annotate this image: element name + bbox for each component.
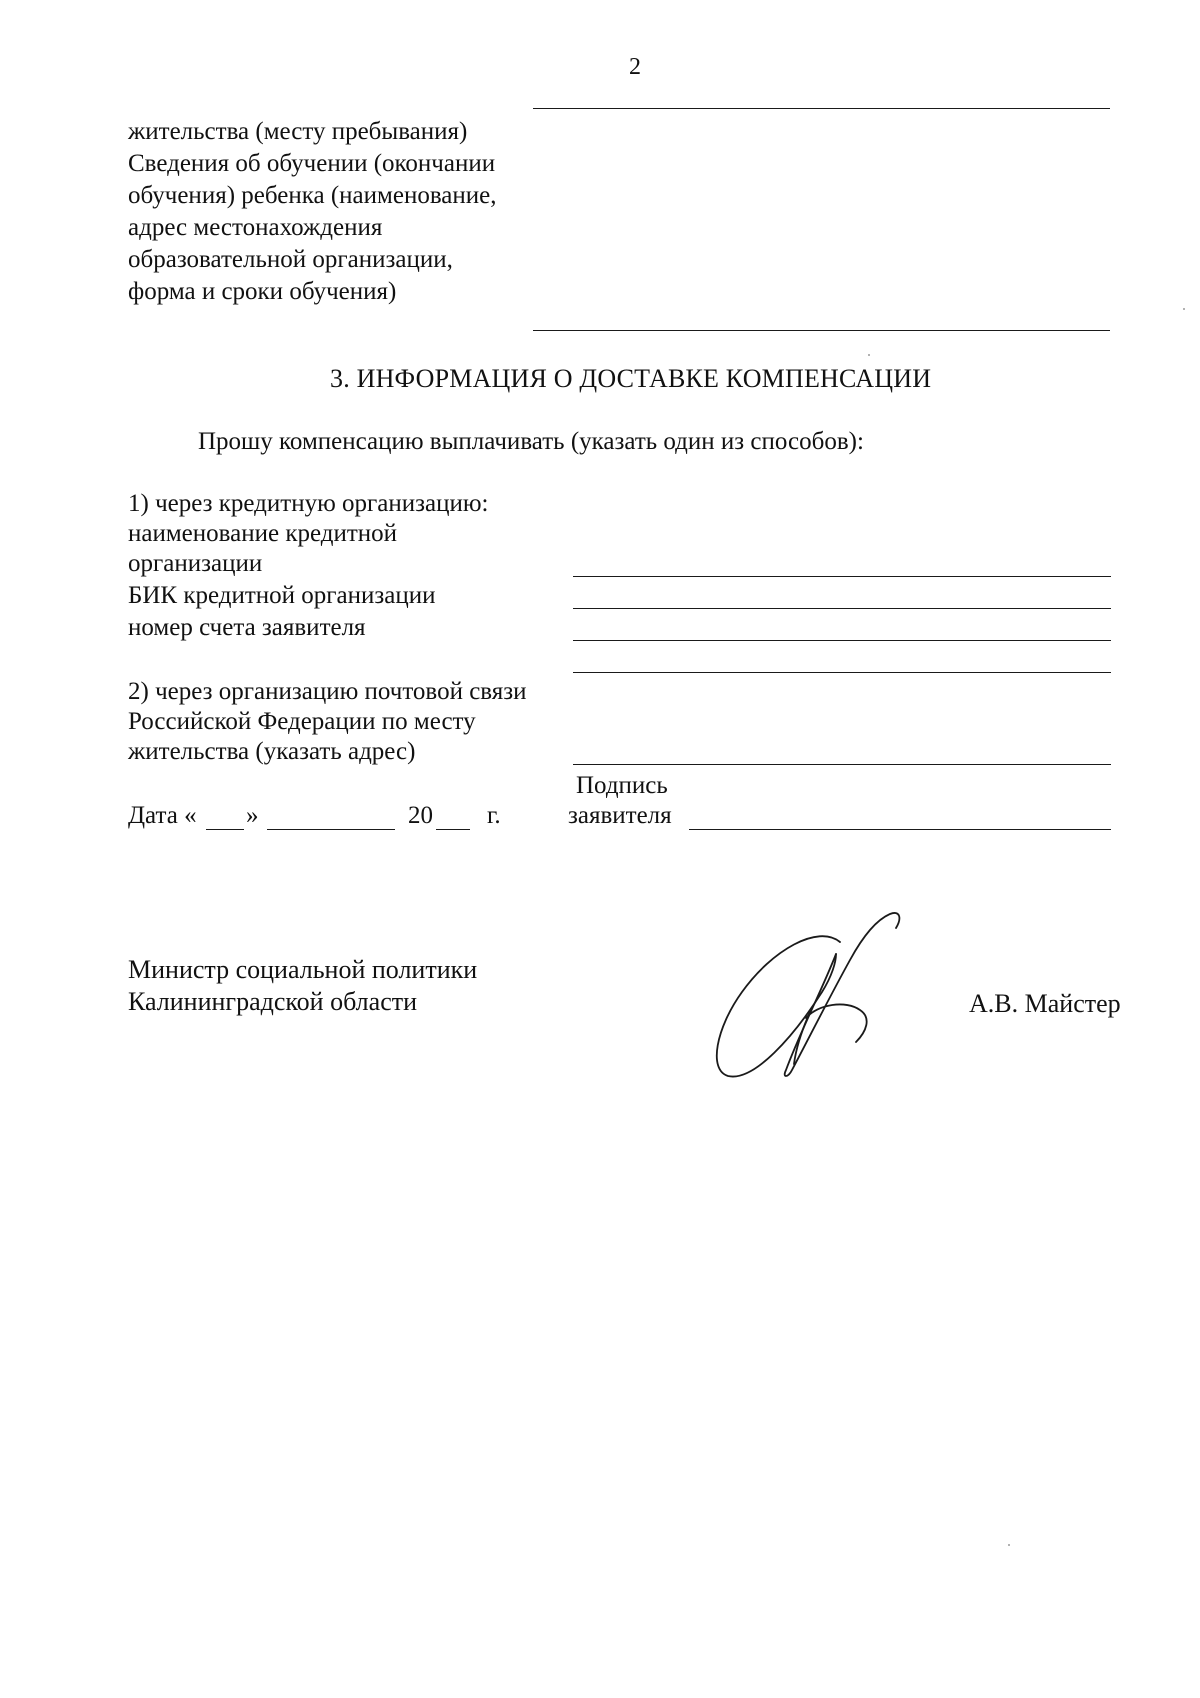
scan-speck — [1008, 1544, 1010, 1546]
applicant-signature-line[interactable] — [689, 829, 1111, 830]
scan-speck — [868, 354, 870, 356]
date-month-blank[interactable] — [267, 829, 395, 830]
page-number: 2 — [629, 54, 641, 80]
education-label-line: Сведения об обучении (окончании — [128, 150, 496, 177]
option-2-line: жительства (указать адрес) — [128, 738, 416, 765]
education-label-line: адрес местонахождения — [128, 214, 383, 241]
bank-name-field-line[interactable] — [573, 576, 1111, 577]
signatory-position: Калининградской области — [128, 987, 418, 1016]
education-field-line[interactable] — [533, 330, 1110, 331]
applicant-signature-label: заявителя — [568, 802, 672, 829]
extra-field-line[interactable] — [573, 672, 1111, 673]
option-1-line: организации — [128, 550, 263, 577]
section-3-heading: 3. ИНФОРМАЦИЯ О ДОСТАВКЕ КОМПЕНСАЦИИ — [330, 364, 932, 393]
option-1-title: 1) через кредитную организацию: — [128, 490, 489, 517]
option-1-line: номер счета заявителя — [128, 614, 366, 641]
bik-field-line[interactable] — [573, 608, 1111, 609]
date-year-prefix: 20 — [408, 802, 433, 829]
residence-field-line[interactable] — [533, 108, 1110, 109]
signatory-name: А.В. Майстер — [969, 989, 1121, 1018]
option-2-line: Российской Федерации по месту — [128, 708, 476, 735]
date-day-blank[interactable] — [206, 829, 244, 830]
date-label: Дата « — [128, 802, 197, 829]
payment-request-text: Прошу компенсацию выплачивать (указать один из способов): — [198, 428, 864, 455]
date-year-blank[interactable] — [436, 829, 470, 830]
scan-speck — [1183, 308, 1185, 310]
option-2-title: 2) через организацию почтовой связи — [128, 678, 527, 705]
option-1-line: наименование кредитной — [128, 520, 398, 547]
account-number-field-line[interactable] — [573, 640, 1111, 641]
date-close-quote: » — [246, 802, 259, 829]
education-label-line: образовательной организации, — [128, 246, 453, 273]
applicant-signature-label: Подпись — [576, 772, 668, 799]
education-label-line: обучения) ребенка (наименование, — [128, 182, 497, 209]
date-year-suffix: г. — [487, 802, 501, 829]
postal-address-field-line[interactable] — [573, 764, 1111, 765]
education-label-line: форма и сроки обучения) — [128, 278, 397, 305]
signatory-position: Министр социальной политики — [128, 955, 478, 984]
handwritten-signature-icon — [710, 900, 920, 1080]
option-1-line: БИК кредитной организации — [128, 582, 436, 609]
residence-label: жительства (месту пребывания) — [128, 118, 468, 145]
